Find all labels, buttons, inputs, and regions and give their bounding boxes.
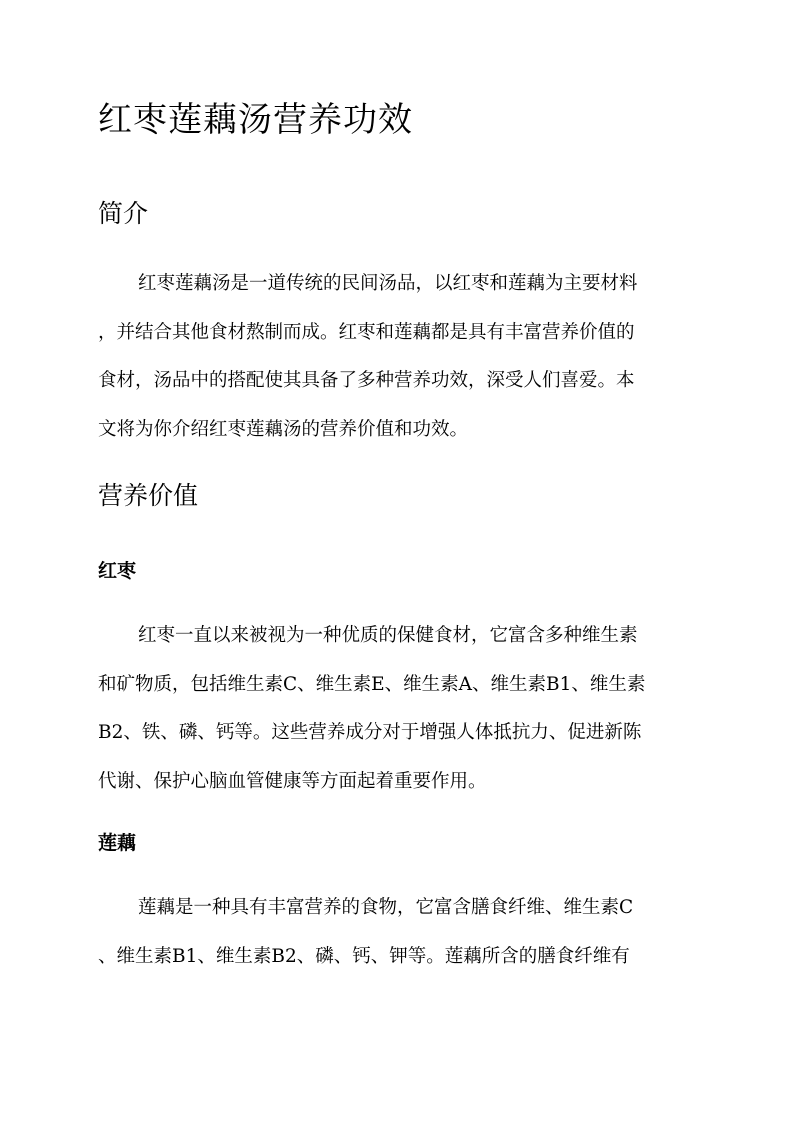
paragraph-line: 莲藕是一种具有丰富营养的食物，它富含膳食纤维、维生素C xyxy=(138,897,634,918)
paragraph-line: 食材，汤品中的搭配使其具备了多种营养功效，深受人们喜爱。本 xyxy=(98,370,635,392)
paragraph-line: 红枣莲藕汤是一道传统的民间汤品，以红枣和莲藕为主要材料 xyxy=(138,273,638,294)
subsection-heading-jujube: 红枣 xyxy=(98,560,137,582)
subsection-heading-lotus-root: 莲藕 xyxy=(98,832,137,854)
section-heading-intro: 简介 xyxy=(98,199,149,228)
intro-paragraph xyxy=(98,260,702,455)
paragraph-line: 文将为你介绍红枣莲藕汤的营养价值和功效。 xyxy=(98,419,469,441)
paragraph-line: B2、铁、磷、钙等。这些营养成分对于增强人体抵抗力、促进新陈 xyxy=(98,722,642,744)
section-heading-nutrition: 营养价值 xyxy=(98,481,199,510)
paragraph-line: 代谢、保护心脑血管健康等方面起着重要作用。 xyxy=(98,771,487,793)
paragraph-line: ，并结合其他食材熬制而成。红枣和莲藕都是具有丰富营养价值的 xyxy=(98,321,635,343)
paragraph-line: 、维生素B1、维生素B2、磷、钙、钾等。莲藕所含的膳食纤维有 xyxy=(98,945,630,967)
document-title: 红枣莲藕汤营养功效 xyxy=(98,100,413,140)
paragraph-line: 红枣一直以来被视为一种优质的保健食材，它富含多种维生素 xyxy=(138,625,638,646)
lotus-root-paragraph xyxy=(98,884,702,981)
paragraph-line: 和矿物质，包括维生素C、维生素E、维生素A、维生素B1、维生素 xyxy=(98,673,646,695)
jujube-paragraph xyxy=(98,612,702,807)
